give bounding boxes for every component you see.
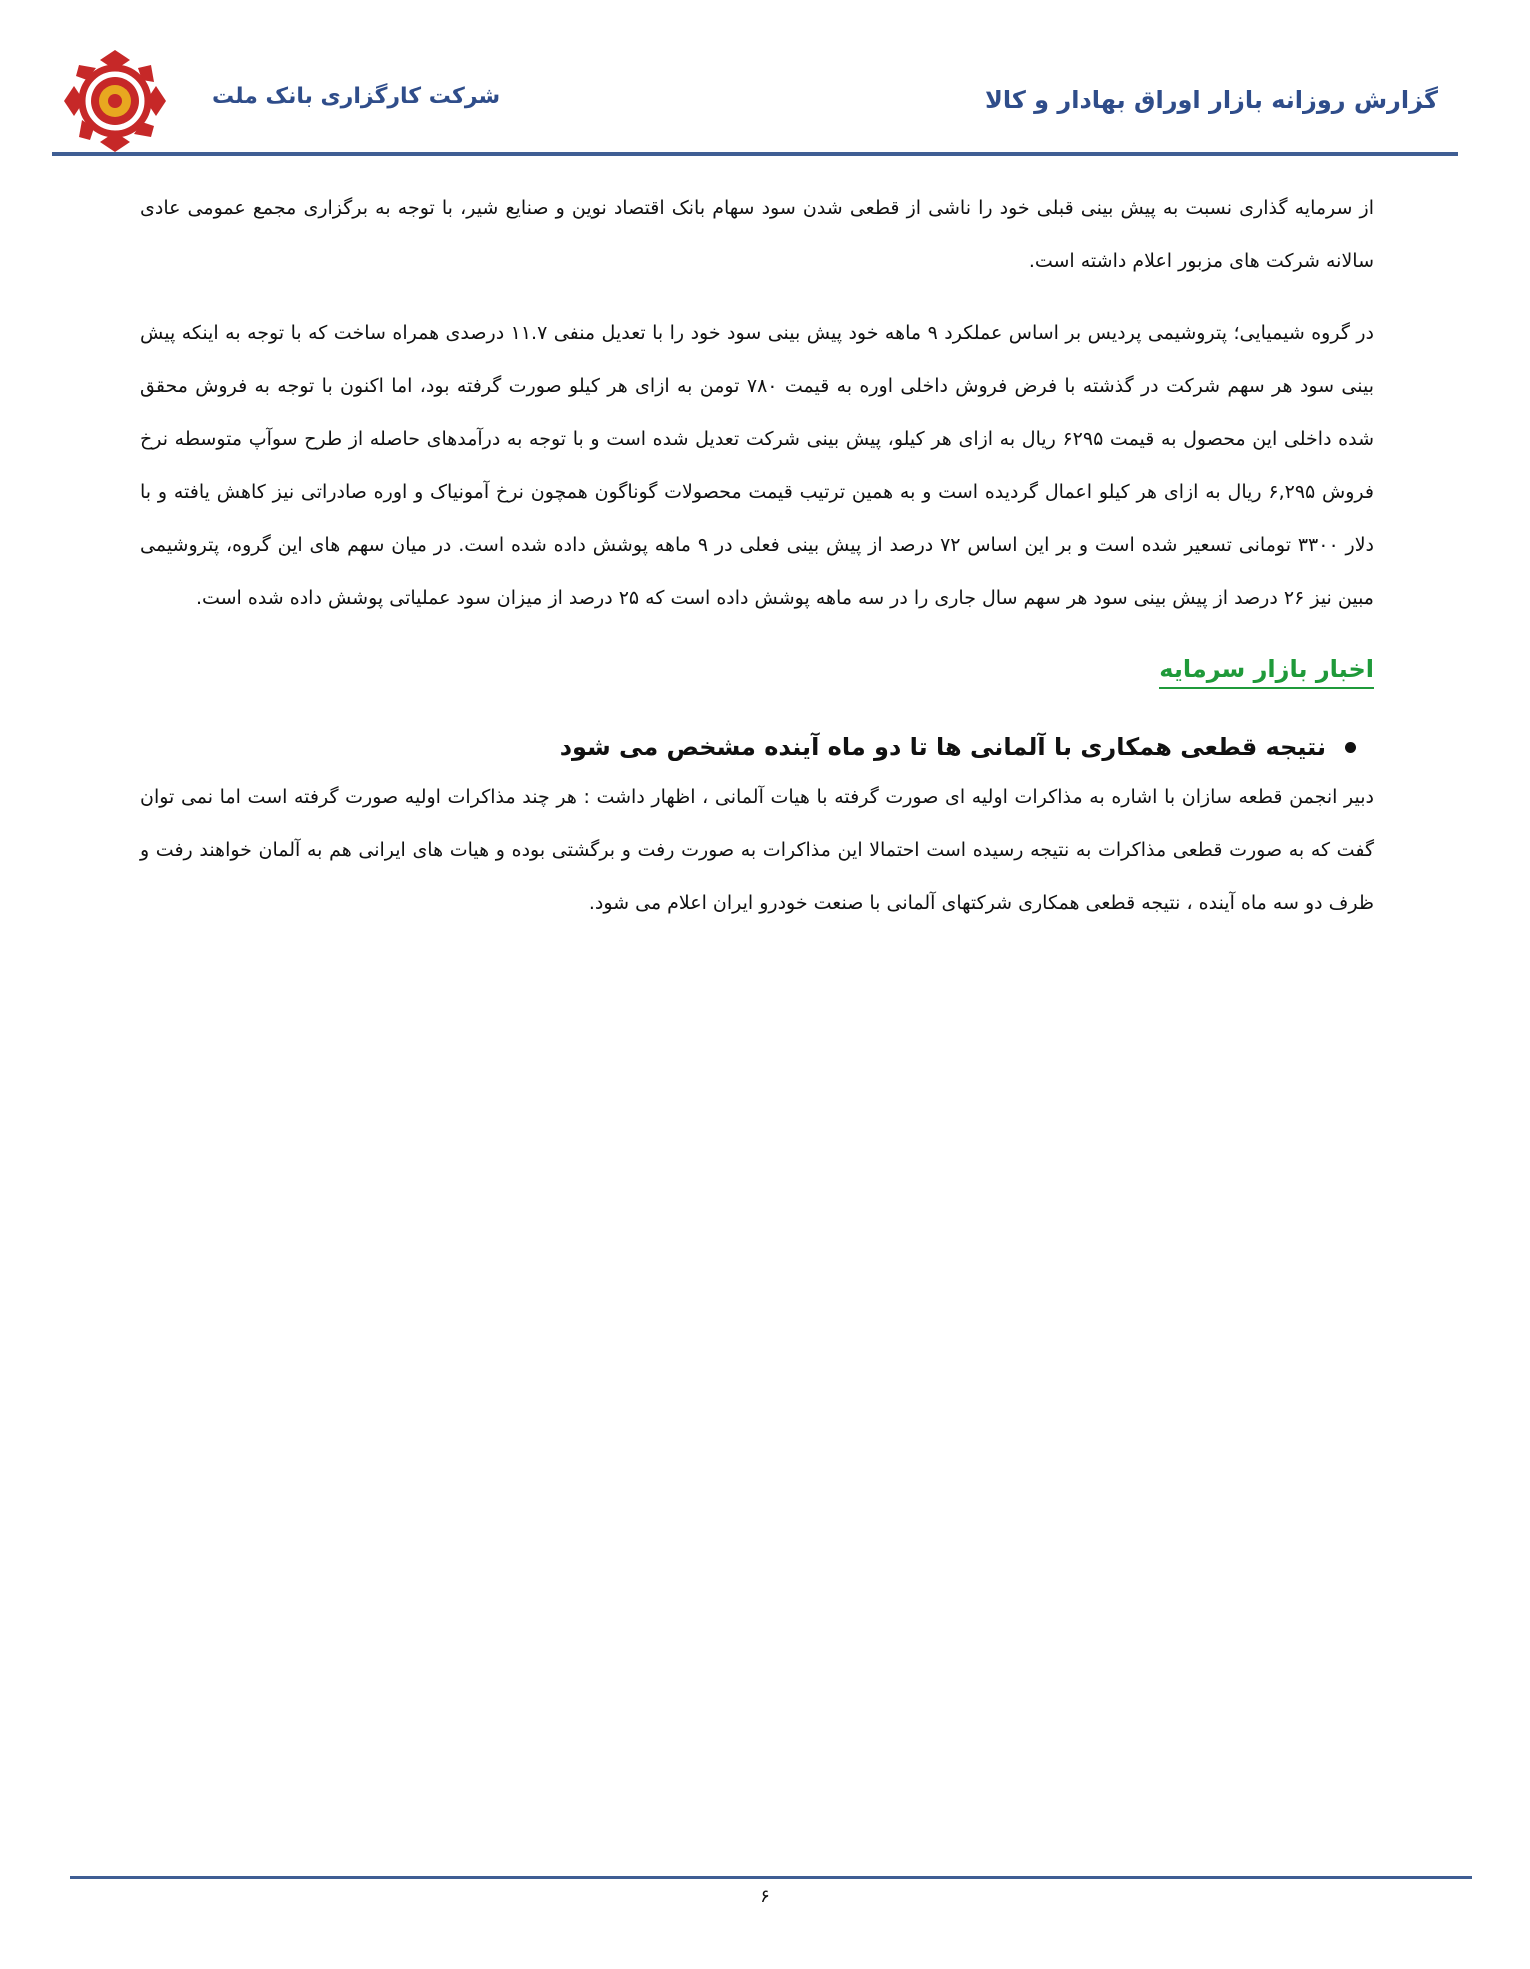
report-body: [140, 182, 1374, 930]
report-title: گزارش روزانه بازار اوراق بهادار و کالا: [984, 86, 1438, 114]
news-item-body: دبیر انجمن قطعه سازان با اشاره به مذاکرات اولیه ای صورت گرفته با هیات آلمانی ، اظهار داشت : هر چند مذاکرات اولیه صورت گرفته است اما نمی توان گفت که به صورت قطعی مذاکرات به نتیجه رسیده است احتمالا این مذاکرات به صورت رفت و برگشتی بوده و هیات های ایرانی هم به آلمان خواهند رفت و ظرف دو سه ماه آینده ، نتیجه قطعی همکاری شرکتهای آلمانی با صنعت خودرو ایران اعلام می شود.: [140, 786, 1374, 914]
footer-divider: [70, 1876, 1472, 1879]
news-title-text: نتیجه قطعی همکاری با آلمانی ها تا دو ماه آینده مشخص می شود: [559, 733, 1326, 761]
company-name: شرکت کارگزاری بانک ملت: [212, 84, 501, 109]
paragraph-chemical-group: در گروه شیمیایی؛ پتروشیمی پردیس بر اساس عملکرد ۹ ماهه خود پیش بینی سود خود را با تعدیل منفی ۱۱.۷ درصدی همراه ساخت که با توجه به اینکه پیش بینی سود هر سهم شرکت در گذشته با فرض فروش داخلی اوره به قیمت ۷۸۰ تومن به ازای هر کیلو صورت گرفته بود، اما اکنون با توجه به فروش محقق شده داخلی این محصول به قیمت ۶۲۹۵ ریال به ازای هر کیلو، پیش بینی شرکت تعدیل شده است و با توجه به درآمدهای حاصله از طرح سوآپ متوسطه نرخ فروش ۶,۲۹۵ ریال به ازای هر کیلو اعمال گردیده است و به همین ترتیب قیمت محصولات گوناگون همچون نرخ آمونیاک و اوره صادراتی نیز کاهش یافته و با دلار ۳۳۰۰ تومانی تسعیر شده است و بر این اساس ۷۲ درصد از پیش بینی فعلی در ۹ ماهه پوشش داده شده است. در میان سهم های این گروه، پتروشیمی مبین نیز ۲۶ درصد از پیش بینی سود هر سهم سال جاری را در سه ماهه پوشش داده است که ۲۵ درصد از میزان سود عملیاتی پوشش داده شده است.: [140, 322, 1374, 609]
section-heading: [140, 655, 1374, 701]
section-heading-text: اخبار بازار سرمایه: [1159, 655, 1374, 689]
news-item-title: [140, 727, 1374, 767]
bullet-icon: [1345, 742, 1356, 753]
paragraph-investment-forecast: از سرمایه گذاری نسبت به پیش بینی قبلی خود را ناشی از قطعی شدن سود سهام بانک اقتصاد نوین و صنایع شیر، با توجه به برگزاری مجمع عمومی عادی سالانه شرکت های مزبور اعلام داشته است.: [140, 197, 1374, 272]
header-divider: [52, 152, 1458, 156]
bank-mellat-logo-icon: [60, 46, 170, 156]
page-number: ۶: [760, 1886, 770, 1907]
